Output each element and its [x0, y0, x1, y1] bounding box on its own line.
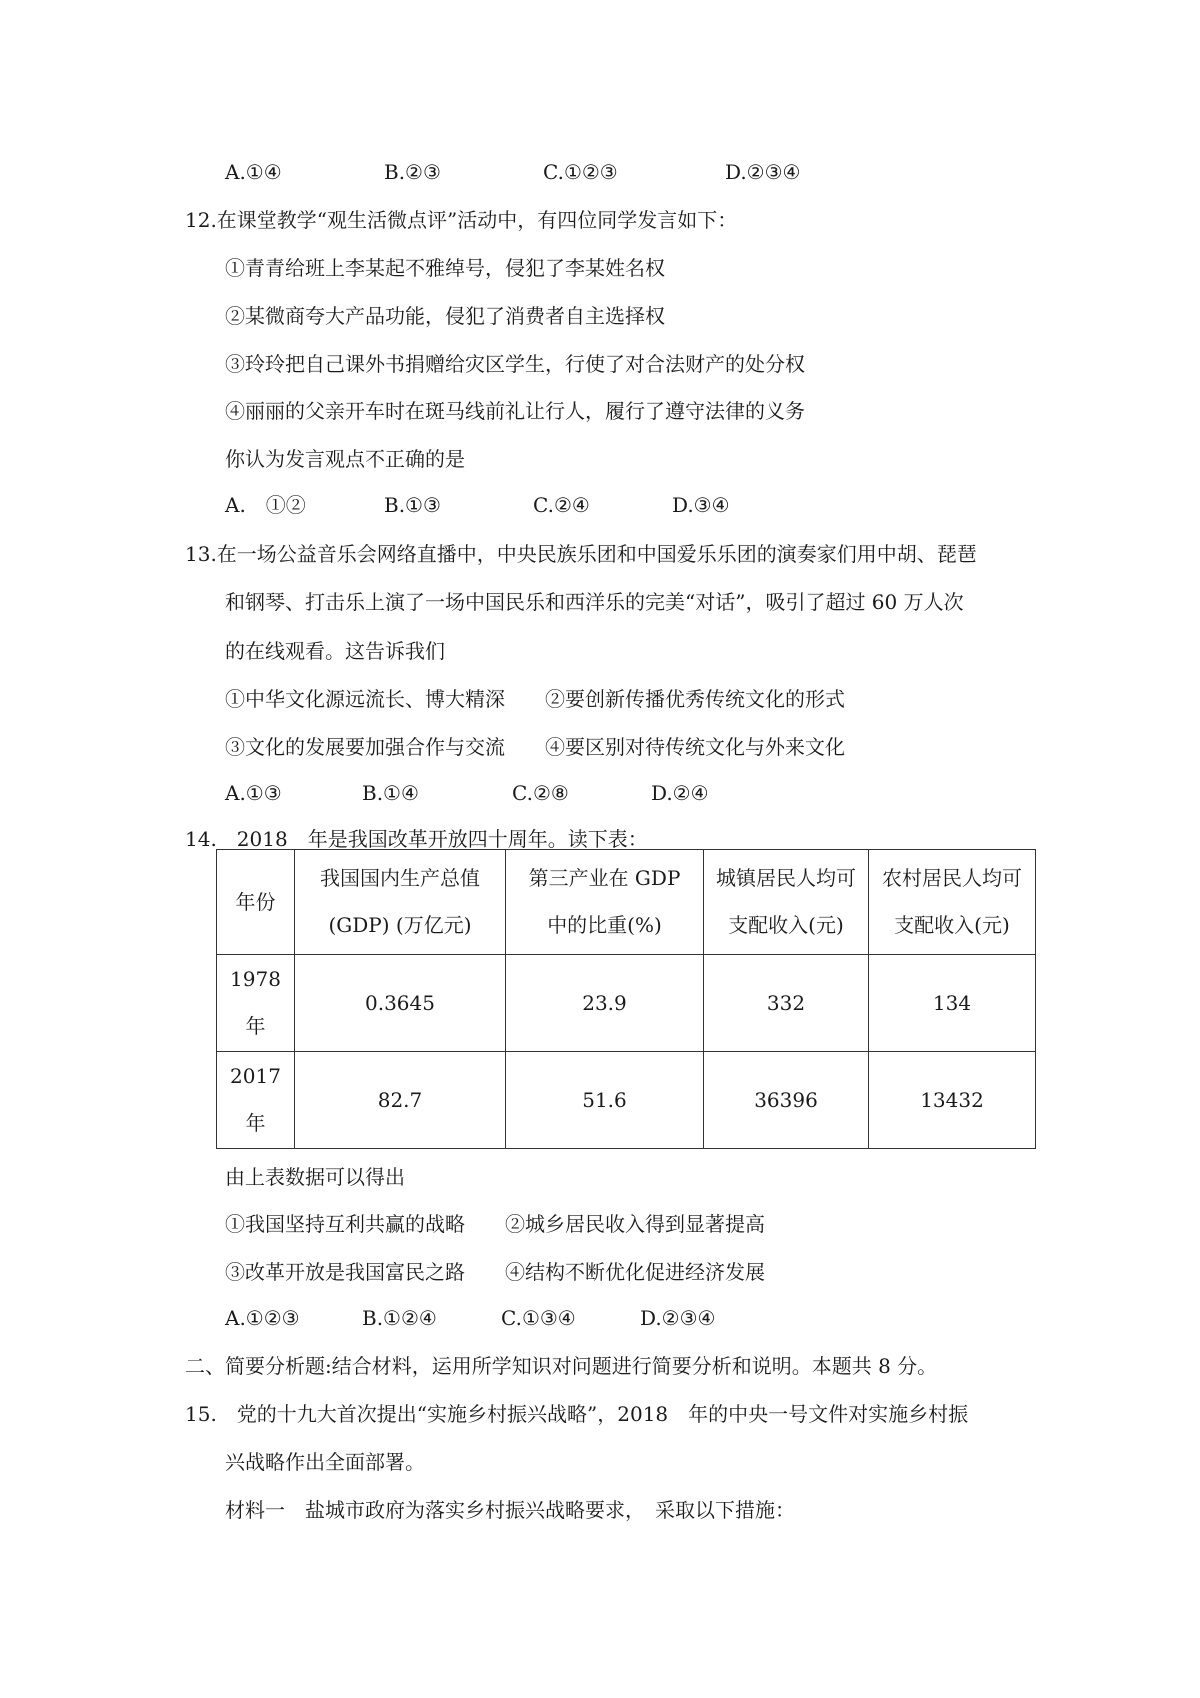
q14-item-row-1: ①我国坚持互利共赢的战略 ②城乡居民收入得到显著提高: [225, 1212, 765, 1236]
q13-stem-line-2: 和钢琴、打击乐上演了一场中国民乐和西洋乐的完美“对话”，吸引了超过 60 万人次: [225, 590, 964, 614]
cell-urban-income: 332: [704, 955, 869, 1052]
q13-stem-line-3: 的在线观看。这告诉我们: [225, 639, 445, 663]
q14-option-d: D.②③④: [640, 1306, 716, 1330]
q11-option-d: D.②③④: [725, 160, 801, 184]
q11-option-a: A.①④: [225, 160, 282, 184]
header-urban-income: 城镇居民人均可 支配收入(元): [704, 850, 869, 955]
q14-item-row-2: ③改革开放是我国富民之路 ④结构不断优化促进经济发展: [225, 1260, 765, 1284]
cell-rural-income: 13432: [869, 1052, 1036, 1149]
header-rural-income: 农村居民人均可 支配收入(元): [869, 850, 1036, 955]
q12-stem: 12.在课堂教学“观生活微点评”活动中，有四位同学发言如下：: [185, 208, 738, 232]
q12-item-1: ①青青给班上李某起不雅绰号，侵犯了李某姓名权: [225, 256, 665, 280]
q13-option-a: A.①③: [225, 781, 282, 805]
q13-item-row-2: ③文化的发展要加强合作与交流 ④要区别对待传统文化与外来文化: [225, 735, 845, 759]
table-row: [217, 955, 1036, 1052]
q13-option-c: C.②⑧: [512, 781, 569, 805]
header-year: 年份: [217, 850, 295, 955]
economic-data-table: [216, 849, 1036, 1149]
q14-stem: 14. 2018 年是我国改革开放四十周年。读下表：: [185, 827, 648, 851]
cell-tertiary-share: 51.6: [506, 1052, 704, 1149]
cell-urban-income: 36396: [704, 1052, 869, 1149]
q15-stem-line-1: 15. 党的十九大首次提出“实施乡村振兴战略”，2018 年的中央一号文件对实施乡村振: [185, 1402, 969, 1426]
header-tertiary-share: 第三产业在 GDP 中的比重(%): [506, 850, 704, 955]
section-heading: 二、简要分析题:结合材料，运用所学知识对问题进行简要分析和说明。本题共 8 分。: [185, 1354, 938, 1378]
row-year: 1978 年: [217, 955, 295, 1052]
q13-stem-line-1: 13.在一场公益音乐会网络直播中，中央民族乐团和中国爱乐乐团的演奏家们用中胡、琵琶: [185, 542, 977, 566]
q14-question: 由上表数据可以得出: [225, 1165, 405, 1189]
table-row: [217, 1052, 1036, 1149]
q14-option-a: A.①②③: [225, 1306, 300, 1330]
q14-option-b: B.①②④: [362, 1306, 437, 1330]
q13-option-d: D.②④: [651, 781, 709, 805]
q11-option-b: B.②③: [384, 160, 441, 184]
q11-option-c: C.①②③: [543, 160, 618, 184]
q12-item-4: ④丽丽的父亲开车时在斑马线前礼让行人，履行了遵守法律的义务: [225, 399, 805, 423]
q12-option-d: D.③④: [672, 493, 730, 517]
q12-question: 你认为发言观点不正确的是: [225, 447, 465, 471]
q12-option-c: C.②④: [533, 493, 590, 517]
q12-option-b: B.①③: [384, 493, 441, 517]
q13-option-b: B.①④: [362, 781, 419, 805]
q15-stem-line-2: 兴战略作出全面部署。: [225, 1450, 425, 1474]
q12-item-2: ②某微商夸大产品功能，侵犯了消费者自主选择权: [225, 304, 665, 328]
table-header-row: [217, 850, 1036, 955]
cell-gdp: 0.3645: [295, 955, 506, 1052]
header-gdp: 我国国内生产总值 (GDP) (万亿元): [295, 850, 506, 955]
row-year: 2017 年: [217, 1052, 295, 1149]
q12-item-3: ③玲玲把自己课外书捐赠给灾区学生，行使了对合法财产的处分权: [225, 352, 805, 376]
q14-option-c: C.①③④: [501, 1306, 576, 1330]
cell-rural-income: 134: [869, 955, 1036, 1052]
q13-item-row-1: ①中华文化源远流长、博大精深 ②要创新传播优秀传统文化的形式: [225, 687, 845, 711]
q12-option-a: A. ①②: [225, 493, 306, 517]
q15-material-1: 材料一 盐城市政府为落实乡村振兴战略要求， 采取以下措施：: [225, 1498, 795, 1522]
cell-gdp: 82.7: [295, 1052, 506, 1149]
cell-tertiary-share: 23.9: [506, 955, 704, 1052]
